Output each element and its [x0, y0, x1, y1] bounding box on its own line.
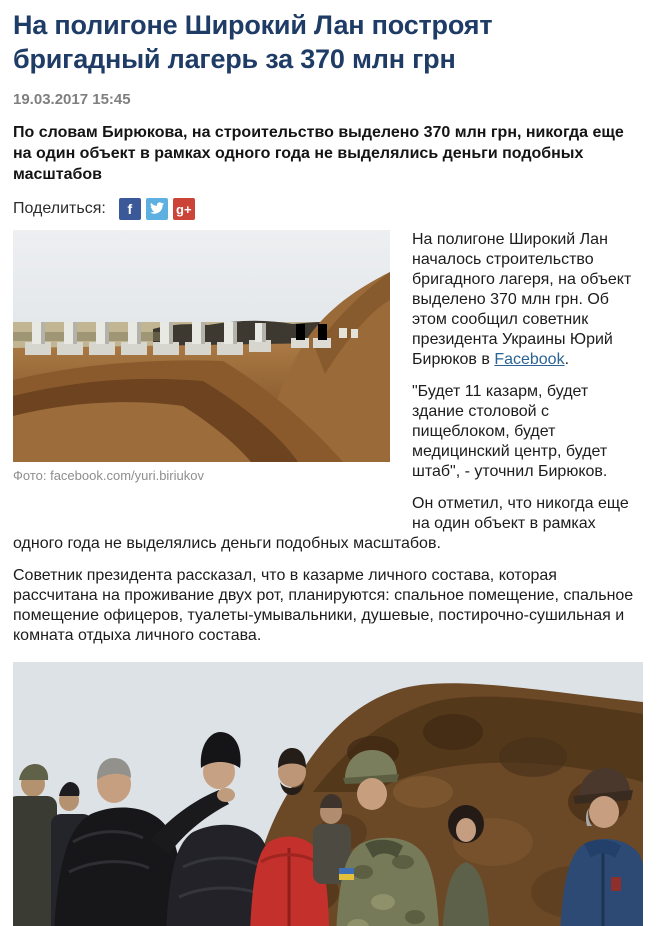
share-twitter-button[interactable] [146, 198, 168, 220]
officials-photo [13, 662, 643, 926]
facebook-icon: f [127, 201, 133, 217]
article-lead: По словам Бирюкова, на строительство выделено 370 млн грн, никогда еще на один объект в рамках одного года не выделялись деньги подобных масштабов [13, 124, 624, 183]
photo-caption: Фото: facebook.com/yuri.biriukov [13, 468, 204, 483]
share-label: Поделиться: [13, 200, 106, 217]
page-title: На полигоне Широкий Лан построят бригадный лагерь за 370 млн грн [13, 10, 493, 74]
share-row [13, 198, 643, 220]
article-date: 19.03.2017 15:45 [13, 91, 131, 108]
facebook-link[interactable]: Facebook [494, 351, 565, 368]
paragraph-2: "Будет 11 казарм, будет здание столовой с пищеблоком, будет медицинский центр, будет штаб", - уточнил Бирюков. [412, 383, 608, 480]
share-facebook-button[interactable] [119, 198, 141, 220]
share-googleplus-button[interactable] [173, 198, 195, 220]
officials-photo-image [13, 662, 643, 926]
paragraph-3: Он отметил, что никогда еще на один объект в рамках одного года не выделялись деньги подобных масштабов. [13, 495, 629, 552]
paragraph-4: Советник президента рассказал, что в казарме личного состава, которая рассчитана на проживание двух рот, планируются: спальное помещение, спальное помещение офицеров, туалеты-умывальники, душевые, постирочно-сушильная и комната отдыха личного состава. [13, 567, 634, 644]
twitter-icon [150, 201, 164, 217]
google-plus-icon: g+ [176, 201, 192, 217]
article-body [13, 230, 643, 926]
construction-photo [13, 230, 390, 486]
paragraph-1-text: На полигоне Широкий Лан началось строительство бригадного лагеря, на объект выделено 370 млн грн. Об этом сообщил советник президента Украины Юрий Бирюков в [412, 231, 632, 368]
construction-photo-image [13, 230, 390, 462]
paragraph-1-tail: . [564, 351, 570, 368]
